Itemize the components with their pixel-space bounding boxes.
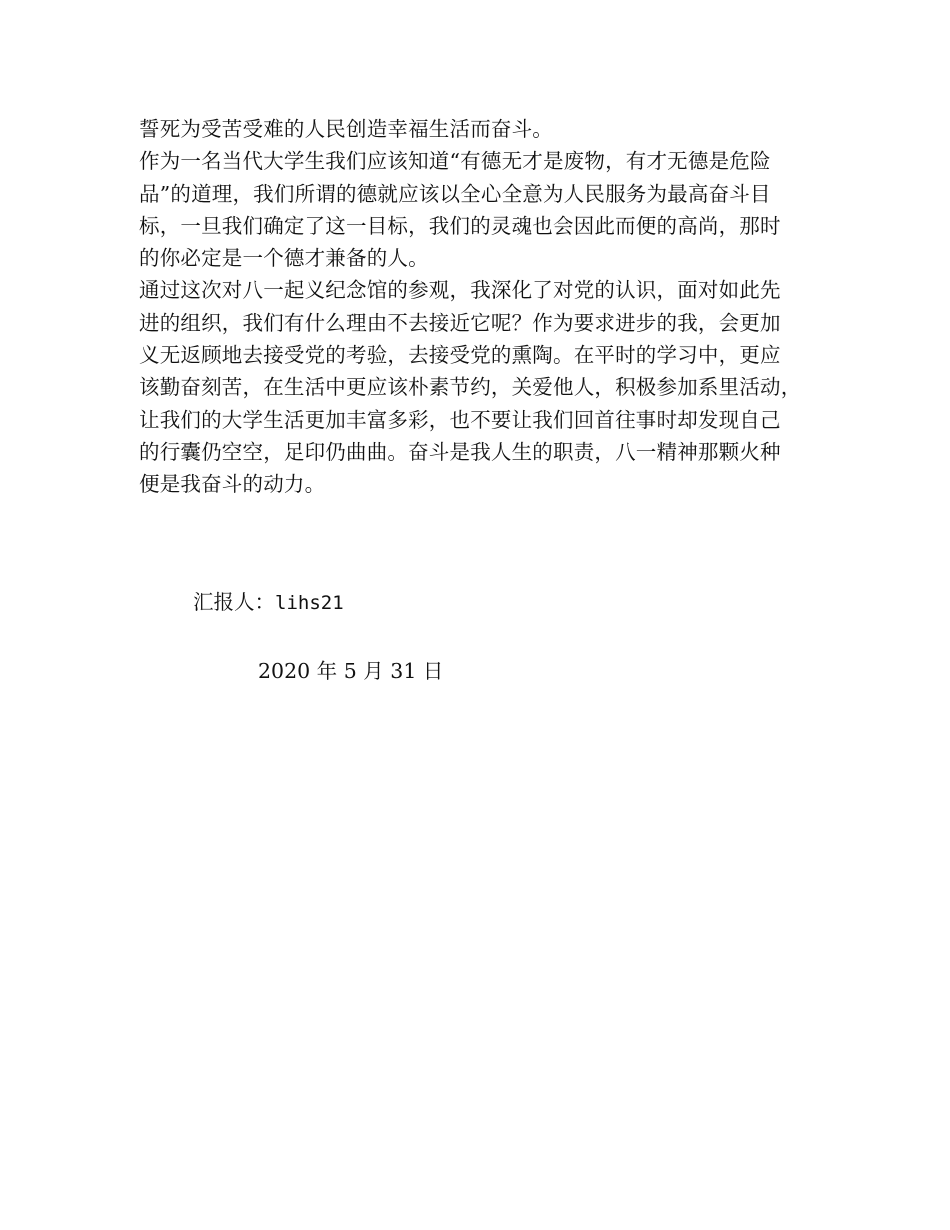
text-line: 品”的道理，我们所谓的德就应该以全心全意为人民服务为最高奋斗目 [139,181,771,206]
text-line: 的行囊仍空空，足印仍曲曲。奋斗是我人生的职责，八一精神那颗火种 [139,439,781,464]
text-line: 作为一名当代大学生我们应该知道“有德无才是废物，有才无德是危险 [139,149,771,174]
text-line: 义无返顾地去接受党的考验，去接受党的熏陶。在平时的学习中，更应 [139,343,781,368]
text-line: 便是我奋斗的动力。 [139,472,326,497]
text-line: 标，一旦我们确定了这一目标，我们的灵魂也会因此而便的高尚，那时 [139,213,781,238]
text-line: 誓死为受苦受难的人民创造幸福生活而奋斗。 [139,117,553,141]
text-line: 的你必定是一个德才兼备的人。 [139,246,429,271]
report-date: 2020 年 5 月 31 日 [258,659,444,683]
reporter-name: lihs21 [275,592,344,614]
text-line: 通过这次对八一起义纪念馆的参观，我深化了对党的认识，面对如此先 [139,278,781,303]
reporter-line [193,586,344,619]
text-line: 进的组织，我们有什么理由不去接近它呢？作为要求进步的我，会更加 [139,310,781,335]
text-line: 让我们的大学生活更加丰富多彩，也不要让我们回首往事时却发现自己 [139,407,781,432]
body-text [139,113,829,501]
text-line: 该勤奋刻苦，在生活中更应该朴素节约，关爱他人，积极参加系里活动， [139,375,802,400]
reporter-label: 汇报人： [193,590,275,614]
